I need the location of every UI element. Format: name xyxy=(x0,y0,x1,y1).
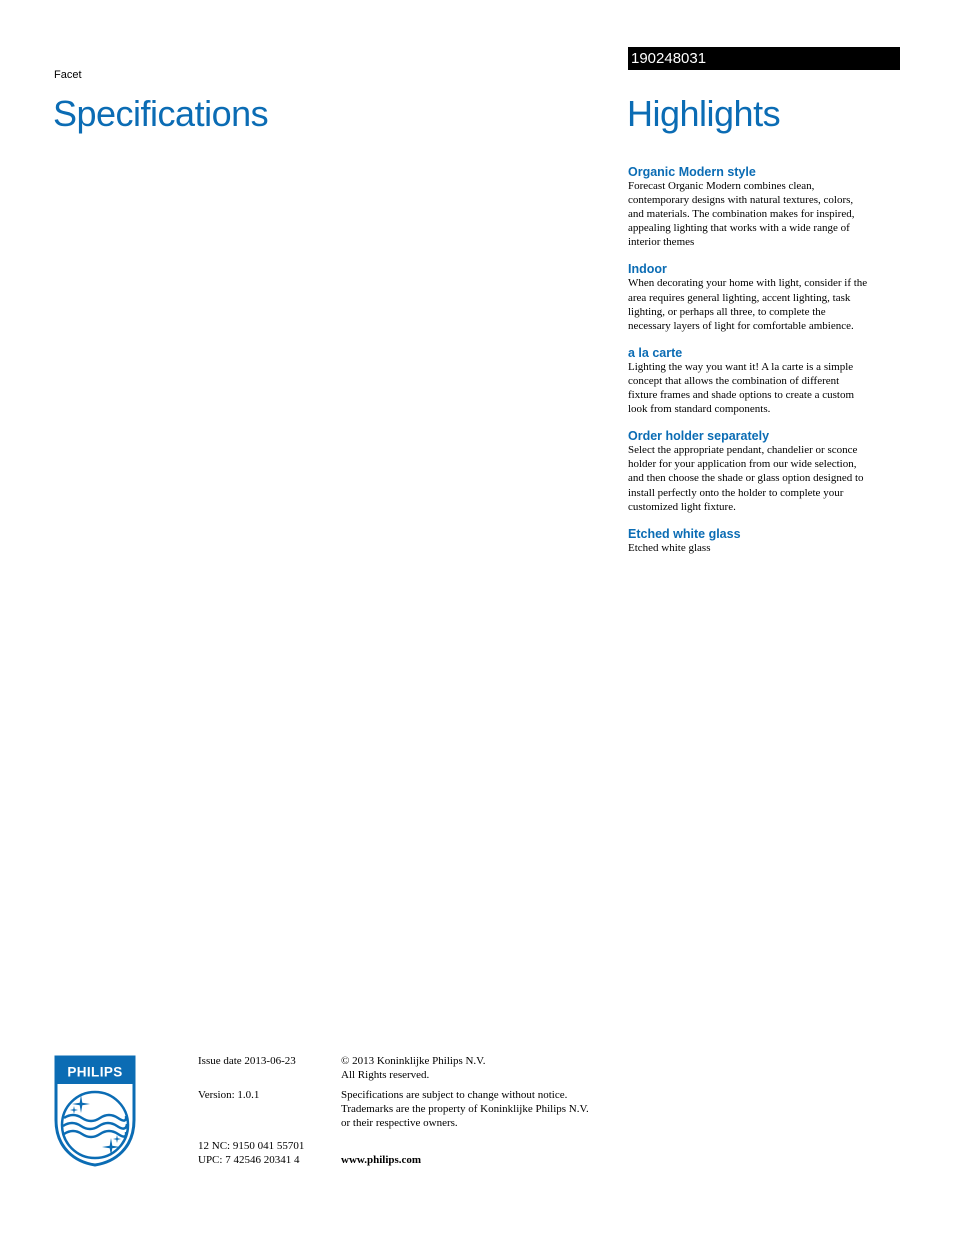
highlight-item xyxy=(628,527,900,555)
text-line: holder for your application from our wide selection, xyxy=(628,458,857,471)
specifications-heading: Specifications xyxy=(53,93,269,134)
text-line: contemporary designs with natural textures, colors, xyxy=(628,194,854,207)
text-line: look from standard components. xyxy=(628,403,771,416)
highlight-text xyxy=(628,276,900,332)
nc-number: 12 NC: 9150 041 55701 xyxy=(198,1140,305,1152)
copyright: © 2013 Koninklijke Philips N.V. xyxy=(341,1055,486,1067)
text-line: Forecast Organic Modern combines clean, xyxy=(628,180,815,192)
text-line: interior themes xyxy=(628,236,695,249)
highlight-text xyxy=(628,179,900,249)
text-line: appealing lighting that works with a wide range of xyxy=(628,222,850,235)
text-line: and then choose the shade or glass option designed to xyxy=(628,472,864,485)
website-link[interactable]: www.philips.com xyxy=(341,1154,422,1166)
text-line: customized light fixture. xyxy=(628,500,736,513)
highlight-item xyxy=(628,429,900,513)
highlights-heading: Highlights xyxy=(627,93,781,134)
upc-number: UPC: 7 42546 20341 4 xyxy=(198,1154,300,1166)
logo-wordmark: PHILIPS xyxy=(67,1064,123,1080)
text-line: concept that allows the combination of different xyxy=(628,374,840,387)
philips-logo xyxy=(53,1054,137,1168)
text-line: fixture frames and shade options to create a custom xyxy=(628,389,855,402)
text-line: lighting, or perhaps all three, to complete the xyxy=(628,305,826,318)
product-name: Facet xyxy=(54,69,82,81)
highlight-title: Etched white glass xyxy=(628,526,741,541)
philips-shield-icon xyxy=(53,1054,137,1168)
highlight-item xyxy=(628,262,900,332)
text-line: Lighting the way you want it! A la carte is a simple xyxy=(628,360,854,373)
highlight-item xyxy=(628,165,900,249)
highlights-list xyxy=(628,165,900,568)
highlight-text xyxy=(628,541,900,555)
text-line: Select the appropriate pendant, chandelier or sconce xyxy=(628,444,858,457)
text-line: necessary layers of light for comfortable ambience. xyxy=(628,319,854,332)
highlight-text xyxy=(628,443,900,513)
highlight-text xyxy=(628,360,900,416)
issue-date: Issue date 2013-06-23 xyxy=(198,1055,296,1067)
text-line: When decorating your home with light, consider if the xyxy=(628,277,868,290)
text-line: Etched white glass xyxy=(628,541,711,554)
trademark-notice-cont: or their respective owners. xyxy=(341,1117,458,1129)
version: Version: 1.0.1 xyxy=(198,1089,260,1101)
spec-notice: Specifications are subject to change without notice. xyxy=(341,1089,568,1101)
text-line: area requires general lighting, accent lighting, task xyxy=(628,291,851,304)
highlight-title: a la carte xyxy=(628,345,683,360)
trademark-notice: Trademarks are the property of Koninklijke Philips N.V. xyxy=(341,1103,589,1115)
highlight-title: Indoor xyxy=(628,262,667,277)
highlight-item xyxy=(628,346,900,416)
product-code-bar: 190248031 xyxy=(628,47,900,70)
rights-reserved: All Rights reserved. xyxy=(341,1069,430,1081)
highlight-title: Organic Modern style xyxy=(628,165,756,179)
text-line: and materials. The combination makes for inspired, xyxy=(628,208,855,221)
text-line: install perfectly onto the holder to complete your xyxy=(628,486,844,499)
highlight-title: Order holder separately xyxy=(628,429,770,444)
